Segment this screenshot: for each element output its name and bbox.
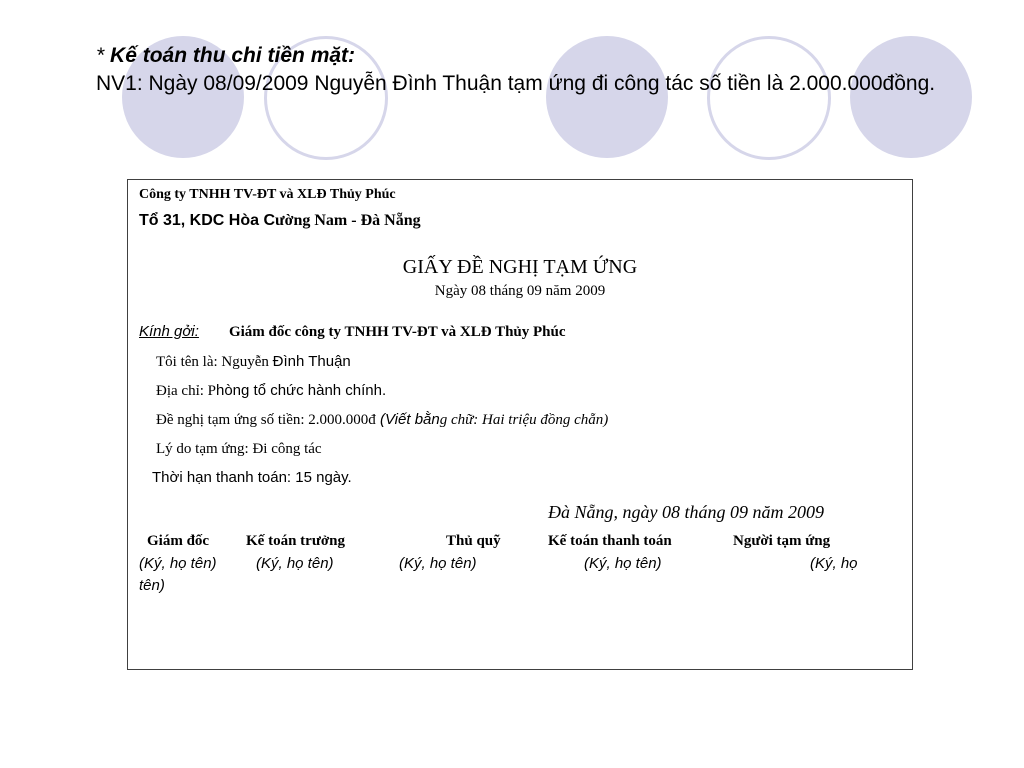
recipient-value: Giám đốc công ty TNHH TV-ĐT và XLĐ Thủy Phúc [228, 324, 566, 340]
heading-bullet: * [96, 44, 105, 67]
requester-address-label: Địa chỉ: P [156, 383, 216, 399]
signatory-title: Thủ quỹ [446, 533, 501, 549]
requester-address-row [156, 382, 386, 400]
signatory-title: Kế toán trưởng [246, 533, 345, 549]
recipient-label: Kính gởi: [139, 323, 199, 340]
sign-place-date: Đà Nẵng, ngày 08 tháng 09 năm 2009 [548, 502, 824, 522]
signatory-title: Kế toán thanh toán [548, 533, 672, 549]
heading-title: Kế toán thu chi tiền mặt: [110, 44, 356, 67]
recipient-row [139, 323, 566, 341]
company-name: Công ty TNHH TV-ĐT và XLĐ Thủy Phúc [139, 187, 396, 202]
requester-name-value: Đình Thuận [272, 353, 351, 370]
signatory-note: (Ký, họ [810, 555, 858, 572]
requester-name-label: Tôi tên là: Nguyễn [156, 354, 273, 370]
requester-address-value: hòng tổ chức hành chính. [216, 382, 387, 399]
heading-body: NV1: Ngày 08/09/2009 Nguyễn Đình Thuận tạm ứng đi công tác số tiền là 2.000.000đồng. [96, 72, 936, 95]
slide-heading [96, 42, 936, 98]
signatory-note: (Ký, họ tên) [256, 555, 334, 572]
signatory-title: Giám đốc [147, 533, 210, 549]
requester-name-row [156, 353, 351, 371]
address-part-1: Tổ 31, KDC Hòa C [139, 212, 276, 229]
signatory-note: (Ký, họ tên) [139, 555, 217, 572]
signatory-note: (Ký, họ tên) [584, 555, 662, 572]
address-part-2: ường Nam - Đà Nẵng [275, 212, 421, 229]
form-date: Ngày 08 tháng 09 năm 2009 [434, 283, 606, 299]
reason-row: Lý do tạm ứng: Đi công tác [156, 441, 322, 457]
signatory-title: Người tạm ứng [733, 533, 831, 549]
advance-request-form [127, 179, 913, 670]
signatory-note: (Ký, họ tên) [399, 555, 477, 572]
amount-row [156, 411, 608, 429]
form-title: GIẤY ĐỀ NGHỊ TẠM ỨNG [402, 256, 638, 278]
amount-words-part-2: g chữ: Hai triệu đồng chẵn) [439, 412, 609, 428]
signatory-note-wrap: tên) [139, 577, 165, 594]
payment-term-row: Thời hạn thanh toán: 15 ngày. [152, 469, 352, 486]
amount-label: Đề nghị tạm ứng số tiền: 2.000.000đ [156, 412, 376, 428]
company-address [139, 212, 421, 230]
amount-words-part-1: (Viết bằn [375, 411, 440, 428]
